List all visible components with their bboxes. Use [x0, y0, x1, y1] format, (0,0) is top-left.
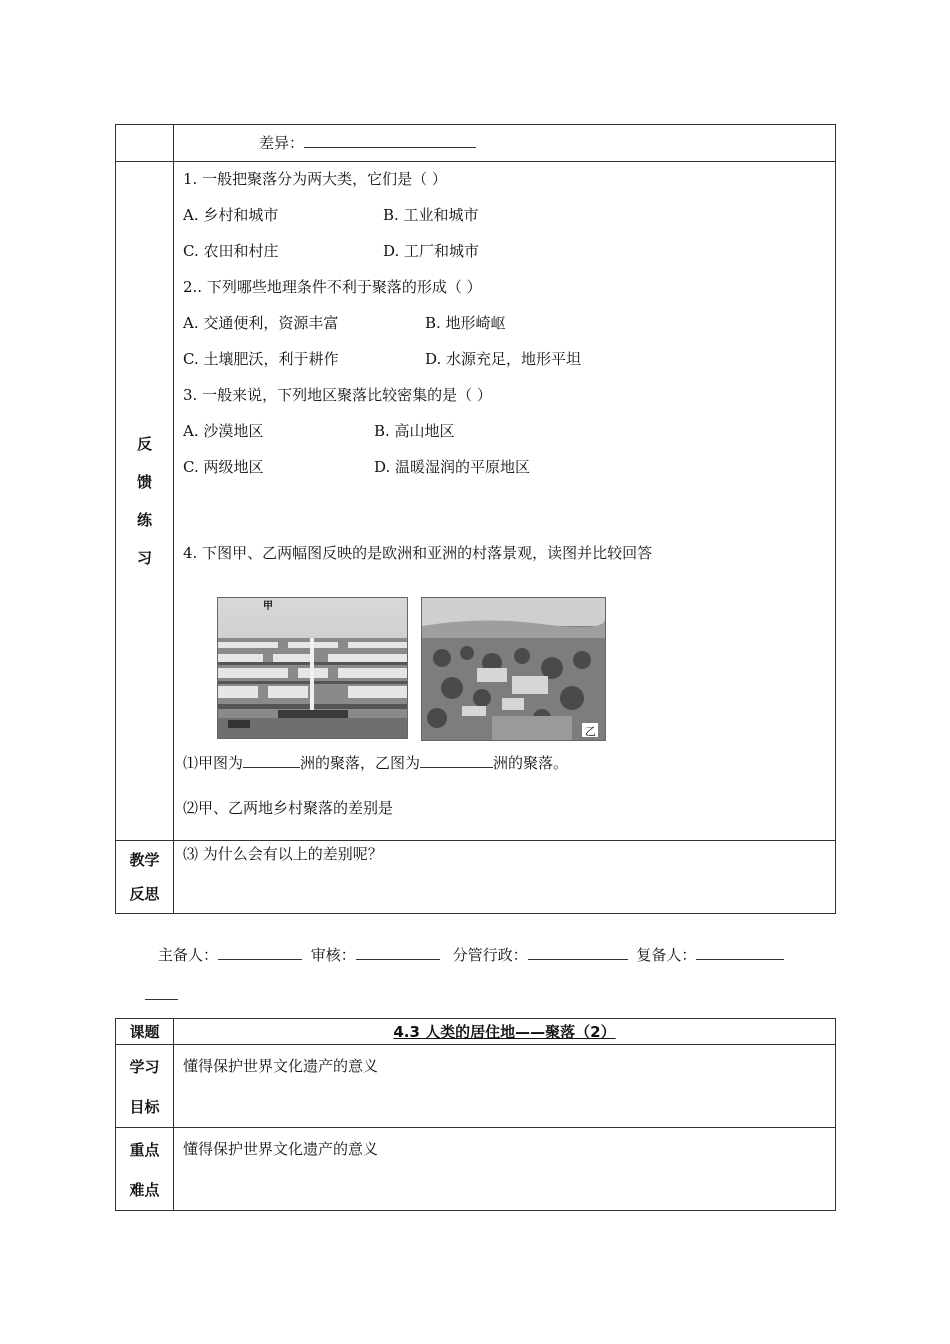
label-line: 难点 [129, 1181, 160, 1199]
signature-line [158, 944, 784, 965]
goal-label [116, 1045, 174, 1128]
q2-option-c: C. 土壤肥沃，利于耕作 [183, 350, 339, 368]
empty-label-cell [116, 125, 174, 162]
q2-option-b: B. 地形崎岖 [425, 314, 506, 332]
preparer-label: 主备人： [158, 946, 219, 964]
feedback-table [115, 124, 836, 914]
goal-cell [174, 1045, 836, 1128]
label-line: 重点 [129, 1141, 160, 1159]
co-preparer-blank[interactable] [696, 945, 784, 960]
question-4-1 [183, 752, 568, 773]
label-line: 反思 [129, 885, 160, 903]
question-4-3: ⑶ 为什么会有以上的差别呢？ [183, 845, 383, 863]
village-image [422, 598, 605, 740]
lesson-table [115, 1018, 836, 1211]
q4-1-pre: ⑴甲图为 [183, 754, 244, 772]
q1-option-d: D. 工厂和城市 [383, 242, 480, 260]
admin-blank[interactable] [528, 945, 628, 960]
q1-option-c: C. 农田和村庄 [183, 242, 279, 260]
topic-cell [174, 1019, 836, 1045]
topic-label: 课题 [116, 1019, 174, 1045]
diff-blank[interactable] [304, 133, 476, 148]
farmland-image [218, 598, 407, 738]
q4-1-post: 洲的聚落。 [493, 754, 569, 772]
question-4-2: ⑵甲、乙两地乡村聚落的差别是 [183, 799, 394, 817]
label-char: 练 [136, 511, 152, 529]
preparer-blank[interactable] [218, 945, 302, 960]
photo-label-yi: 乙 [585, 725, 596, 738]
co-preparer-label: 复备人： [636, 946, 697, 964]
key-points-label [116, 1128, 174, 1211]
q4-1-mid: 洲的聚落，乙图为 [300, 754, 421, 772]
q1-option-a: A. 乡村和城市 [183, 206, 279, 224]
label-line: 目标 [129, 1098, 160, 1116]
feedback-practice-label [116, 162, 174, 841]
label-char: 反 [136, 435, 152, 453]
diff-line [259, 132, 476, 153]
q3-option-c: C. 两级地区 [183, 458, 264, 476]
question-3: 3. 一般来说，下列地区聚落比较密集的是（ ） [183, 386, 492, 404]
reviewer-label: 审核： [310, 946, 356, 964]
photo-yi [421, 597, 606, 741]
q3-option-d: D. 温暖湿润的平原地区 [374, 458, 531, 476]
reviewer-blank[interactable] [356, 945, 440, 960]
label-line: 教学 [129, 851, 160, 869]
q2-option-d: D. 水源充足，地形平坦 [425, 350, 582, 368]
q1-option-b: B. 工业和城市 [383, 206, 479, 224]
diff-label: 差异： [259, 134, 305, 152]
label-line: 学习 [129, 1058, 160, 1076]
label-char: 习 [136, 549, 152, 567]
q2-option-a: A. 交通便利，资源丰富 [183, 314, 339, 332]
exercise-cell [174, 162, 836, 863]
photo-label-jia: 甲 [263, 601, 273, 612]
continuation-blank [145, 999, 178, 1000]
q4-1-blank-a[interactable] [243, 753, 300, 768]
photo-jia [217, 597, 408, 739]
diff-cell [174, 125, 836, 162]
key-points-cell [174, 1128, 836, 1211]
q3-option-b: B. 高山地区 [374, 422, 455, 440]
goal-text: 懂得保护世界文化遗产的意义 [183, 1057, 379, 1075]
label-char: 馈 [136, 473, 152, 491]
teaching-reflection-label [116, 841, 174, 914]
question-2: 2.. 下列哪些地理条件不利于聚落的形成（ ） [183, 278, 482, 296]
admin-label: 分管行政： [452, 946, 528, 964]
key-points-text: 懂得保护世界文化遗产的意义 [183, 1140, 379, 1158]
question-1: 1. 一般把聚落分为两大类，它们是（ ） [183, 170, 447, 188]
q3-option-a: A. 沙漠地区 [183, 422, 264, 440]
question-4: 4. 下图甲、乙两幅图反映的是欧洲和亚洲的村落景观，读图并比较回答 [183, 544, 653, 562]
q4-1-blank-b[interactable] [420, 753, 493, 768]
lesson-title: 4.3 人类的居住地——聚落（2） [393, 1023, 616, 1041]
